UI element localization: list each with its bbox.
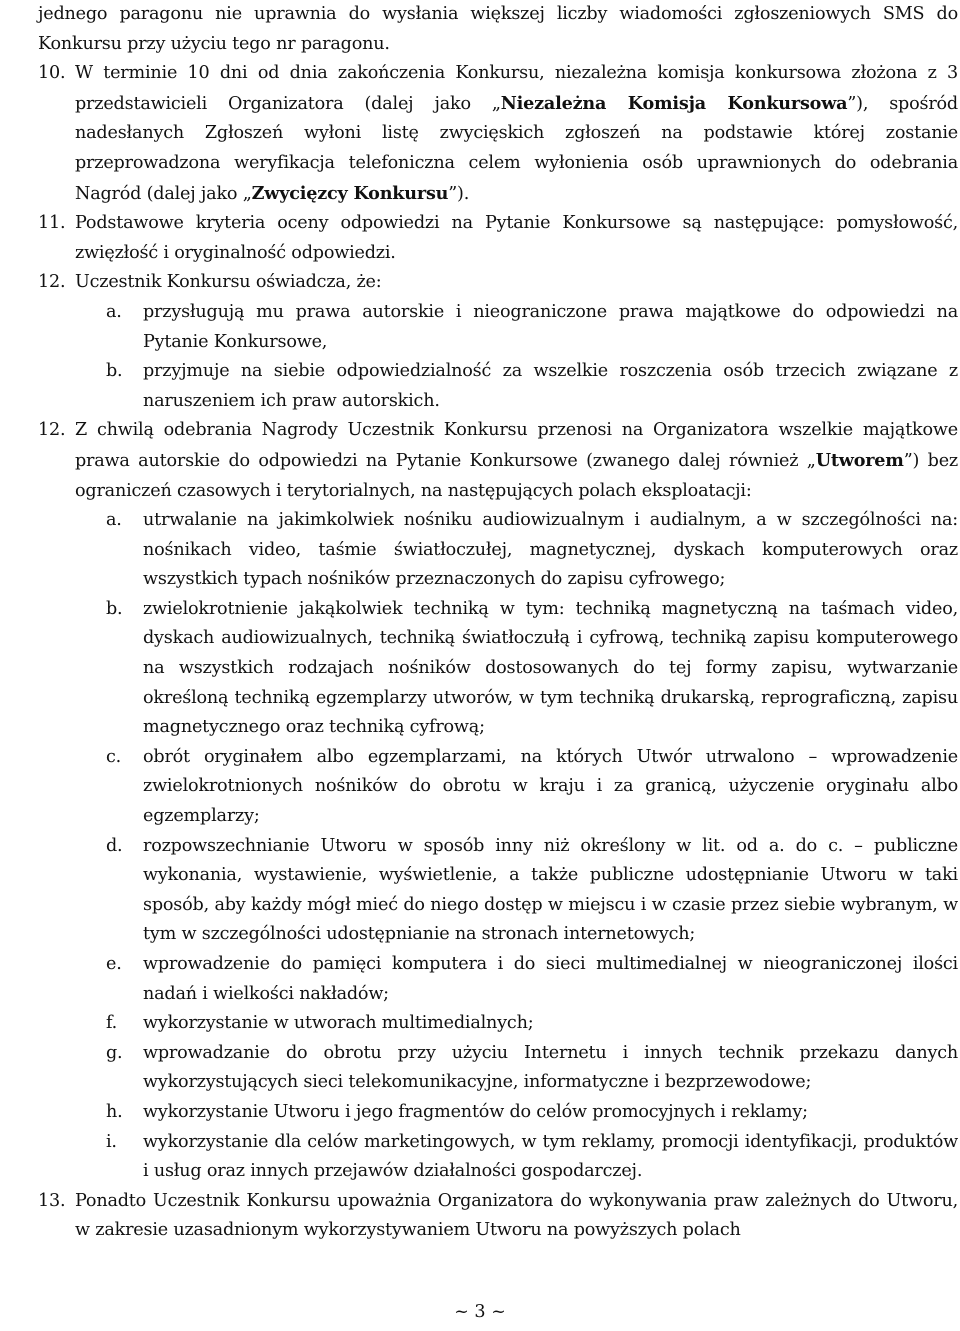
sub-item-text: przyjmuje na siebie odpowiedzialność za wszelkie roszczenia osób trzecich związane z naruszeniem ich praw autorskich. xyxy=(143,361,958,411)
sub-item-letter: h. xyxy=(106,1101,123,1122)
sub-item xyxy=(106,1009,958,1039)
paragraph-continuation: jednego paragonu nie uprawnia do wysłania większej liczby wiadomości zgłoszeniowych SMS do Konkursu przy użyciu tego nr paragonu. xyxy=(38,4,958,54)
clause-text: Ponadto Uczestnik Konkursu upoważnia Organizatora do wykonywania praw zależnych do Utworu, w zakresie uzasadnionym wykorzystywaniem Utworu na powyższych polach xyxy=(75,1190,958,1241)
sub-item-letter: d. xyxy=(106,835,123,856)
sub-item xyxy=(106,1128,958,1187)
clause-13 xyxy=(38,1187,958,1246)
sub-item-text: wykorzystanie Utworu i jego fragmentów do celów promocyjnych i reklamy; xyxy=(143,1101,808,1122)
clause-text: ”) bez ograniczeń czasowych i terytorialnych, na następujących polach eksploatacji: xyxy=(75,450,958,501)
clause-number: 11. xyxy=(38,213,66,234)
sub-item xyxy=(106,832,958,950)
sub-item-letter: a. xyxy=(106,510,122,531)
clause-number: 12. xyxy=(38,272,66,293)
clause-number: 10. xyxy=(38,63,66,84)
sub-item xyxy=(106,506,958,595)
sub-item-text: wprowadzanie do obrotu przy użyciu Internetu i innych technik przekazu danych wykorzystujących sieci telekomunikacyjne, informatyczne i bezprzewodowe; xyxy=(143,1042,958,1093)
clause-text: Uczestnik Konkursu oświadcza, że: xyxy=(75,272,382,293)
clause-text: Z chwilą odebrania Nagrody Uczestnik Konkursu przenosi na Organizatora wszelkie majątkowe prawa autorskie do odpowiedzi na Pytanie Konkursowe (zwanego dalej również „ xyxy=(75,420,958,471)
clause-text: W terminie 10 dni od dnia zakończenia Konkursu, niezależna komisja konkursowa złożona z 3 przedstawicieli Organizatora (dalej jako „ xyxy=(75,63,958,114)
clause-number: 13. xyxy=(38,1190,66,1211)
sub-item xyxy=(106,595,958,743)
sub-item-text: wprowadzenie do pamięci komputera i do sieci multimedialnej w nieograniczonej ilości nadań i wielkości nakładów; xyxy=(143,954,958,1004)
sub-item xyxy=(106,1098,958,1128)
page-number: ~ 3 ~ xyxy=(454,1302,506,1322)
sub-item-text: zwielokrotnienie jakąkolwiek techniką w tym: techniką magnetyczną na taśmach video, dyskach audiowizualnych, techniką światłoczułą i cyfrową, techniką zapisu komputerowego na wszystkich rodzajach nośników dostosowanych do tej formy zapisu, wytwarzanie określoną techniką egzemplarzy utworów, w tym techniką drukarską, reprograficzną, zapisu magnetycznego oraz techniką cyfrową; xyxy=(143,598,958,738)
sub-item xyxy=(106,743,958,832)
clause-text: ”), spośród nadesłanych Zgłoszeń wyłoni listę zwycięskich zgłoszeń na podstawie której zostanie przeprowadzona weryfikacja telefoniczna celem wyłonienia osób uprawnionych do odebrania Nagród (dalej jako „ xyxy=(75,93,958,204)
document-body xyxy=(38,0,958,1246)
sub-item-letter: c. xyxy=(106,746,122,767)
sub-item-letter: e. xyxy=(106,954,122,974)
defined-term: Zwycięzcy Konkursu xyxy=(251,182,449,204)
sub-item xyxy=(106,298,958,357)
sub-item-text: rozpowszechnianie Utworu w sposób inny niż określony w lit. od a. do c. – publiczne wykonania, wystawienie, wyświetlenie, a także publiczne udostępnianie Utworu w taki sposób, aby każdy mógł mieć do niego dostęp w miejscu i w czasie przez siebie wybranym, w tym w szczególności udostępnianie na stronach internetowych; xyxy=(143,835,958,945)
sub-item xyxy=(106,1039,958,1098)
sub-item-letter: b. xyxy=(106,598,123,619)
sub-item-letter: b. xyxy=(106,361,123,382)
sub-item-text: przysługują mu prawa autorskie i nieograniczone prawa majątkowe do odpowiedzi na Pytanie Konkursowe, xyxy=(143,301,958,352)
sub-item xyxy=(106,357,958,416)
sub-item-text: utrwalanie na jakimkolwiek nośniku audiowizualnym i audialnym, a w szczególności na: nośnikach video, taśmie światłoczułej, magnetycznej, dyskach komputerowych oraz wszystkich typach nośników przeznaczonych do zapisu cyfrowego; xyxy=(143,510,958,590)
clause-12-declaration xyxy=(38,268,958,298)
sub-item-letter: f. xyxy=(106,1013,118,1034)
clause-text: ”). xyxy=(448,183,470,204)
sub-item-text: wykorzystanie w utworach multimedialnych; xyxy=(143,1013,534,1034)
defined-term: Niezależna Komisja Konkursowa xyxy=(500,92,848,114)
sub-item-letter: a. xyxy=(106,301,122,322)
clause-10 xyxy=(38,59,958,209)
sub-item-letter: i. xyxy=(106,1131,117,1152)
clause-12-transfer xyxy=(38,416,958,506)
defined-term: Utworem xyxy=(815,449,904,471)
sub-item-letter: g. xyxy=(106,1042,123,1063)
sub-item-text: wykorzystanie dla celów marketingowych, w tym reklamy, promocji identyfikacji, produktów i usług oraz innych przejawów działalności gospodarczej. xyxy=(143,1131,958,1182)
sub-item-text: obrót oryginałem albo egzemplarzami, na których Utwór utrwalono – wprowadzenie zwielokrotnionych nośników do obrotu w kraju i za granicą, użyczenie oryginału albo egzemplarzy; xyxy=(143,746,958,827)
sub-item xyxy=(106,950,958,1009)
clause-number: 12. xyxy=(38,420,66,441)
clause-11 xyxy=(38,209,958,268)
clause-text: Podstawowe kryteria oceny odpowiedzi na Pytanie Konkursowe są następujące: pomysłowość, zwięzłość i oryginalność odpowiedzi. xyxy=(75,213,958,263)
